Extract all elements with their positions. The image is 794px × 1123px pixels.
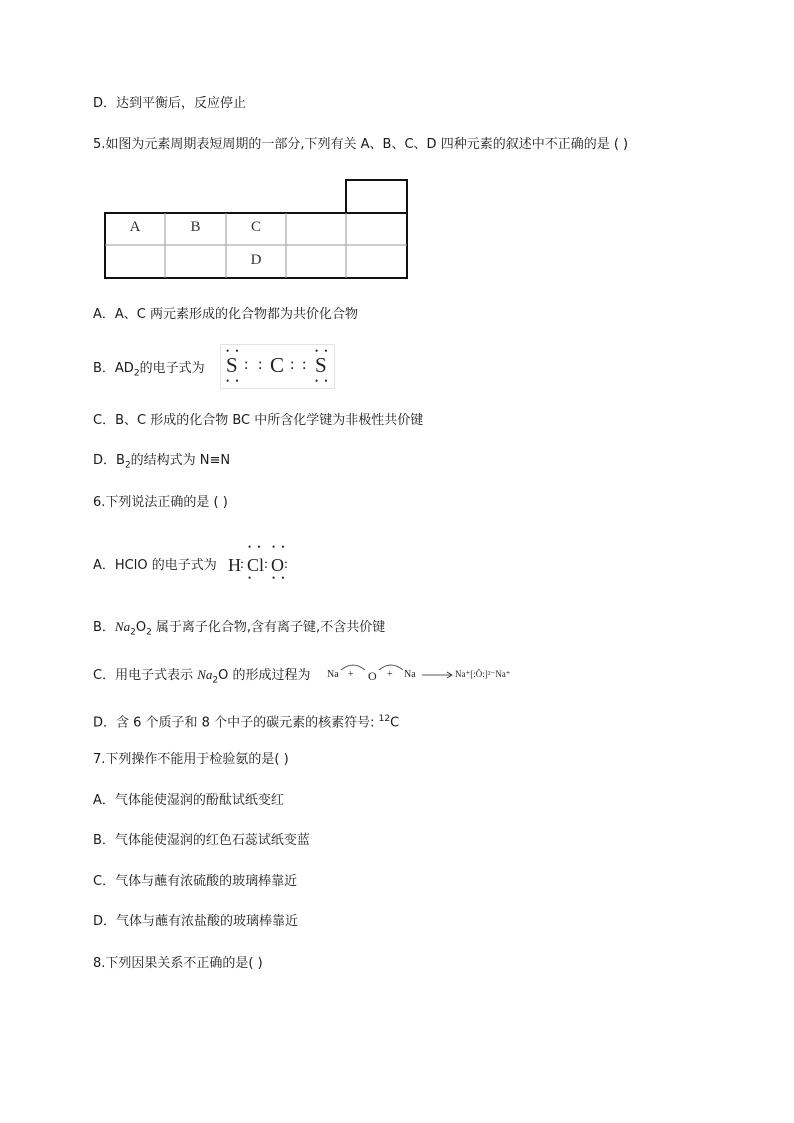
- cell-a: A: [129, 219, 141, 235]
- q5-option-d-text2: 的结构式为 N≡N: [130, 453, 231, 468]
- q6-option-a: A．HClO 的电子式为: [93, 558, 217, 573]
- hclo-o: O: [271, 555, 284, 575]
- q7-option-b: B．气体能使湿润的红色石蕊试纸变蓝: [93, 833, 310, 848]
- q5-stem: 5.如图为元素周期表短周期的一部分,下列有关 A、B、C、D 四种元素的叙述中不正确的是 ( ): [93, 137, 629, 152]
- q7-option-d: D．气体与蘸有浓盐酸的玻璃棒靠近: [93, 914, 299, 929]
- q5-option-b-text2: 的电子式为: [139, 361, 205, 376]
- hclo-colon-2: :: [264, 557, 268, 572]
- cs2-electron-formula: • • • • S : : C : : • • • • S: [220, 344, 334, 388]
- formula-s-left: S: [226, 353, 238, 377]
- q6-option-c-letter: C．用电子式表示: [93, 668, 198, 683]
- formula-colon-2: :: [258, 356, 263, 373]
- q5-option-a: A．A、C 两元素形成的化合物都为共价化合物: [93, 307, 358, 322]
- q6-option-d: [93, 710, 399, 732]
- hclo-electron-formula: • • • • H : Cl : O : • • •: [228, 542, 288, 583]
- q6-option-b-o: O: [135, 620, 147, 635]
- formula-s-right: S: [315, 353, 327, 377]
- q6-option-b-sub1: 2: [130, 627, 136, 638]
- q4-option-d: D．达到平衡后，反应停止: [93, 96, 247, 111]
- hclo-cl: Cl: [247, 555, 265, 575]
- formation-product: Na⁺[:Ö:]²⁻Na⁺: [455, 669, 511, 679]
- hclo-colon-1: :: [240, 557, 244, 572]
- q7-option-c: C．气体与蘸有浓硫酸的玻璃棒靠近: [93, 874, 298, 889]
- formation-o: O: [368, 669, 377, 683]
- q6-option-b-rest: 属于离子化合物,含有离子键,不含共价键: [151, 620, 386, 635]
- q6-option-c-rest: O 的形成过程为: [218, 668, 311, 683]
- q6-option-c-na: Na: [197, 667, 213, 682]
- q5-option-b-text: B．AD: [93, 361, 134, 376]
- q7-stem: 7.下列操作不能用于检验氨的是( ): [93, 752, 289, 767]
- q6-option-c: [93, 666, 311, 690]
- q6-option-d-sup: 12: [378, 714, 391, 724]
- q5-option-b: [93, 360, 205, 383]
- formation-na-left: Na: [327, 669, 339, 680]
- q5-option-d: [93, 452, 230, 475]
- na2o-formation-formula: [327, 660, 517, 688]
- q6-stem: 6.下列说法正确的是 ( ): [93, 495, 228, 510]
- formula-colon-3: :: [290, 356, 295, 373]
- q8-stem: 8.下列因果关系不正确的是( ): [93, 956, 263, 971]
- q5-option-c: C．B、C 形成的化合物 BC 中所含化学键为非极性共价键: [93, 413, 424, 428]
- formation-na-right: Na: [404, 669, 416, 680]
- cell-d: D: [250, 252, 262, 268]
- periodic-table-fragment: [103, 178, 411, 282]
- formula-c: C: [270, 353, 285, 377]
- q6-option-b: [93, 618, 385, 642]
- q6-option-b-letter: B．: [93, 620, 115, 635]
- hclo-colon-3: :: [284, 557, 288, 572]
- cell-b: B: [190, 219, 201, 235]
- q6-option-b-na: Na: [114, 619, 131, 634]
- formula-colon-4: :: [302, 356, 307, 373]
- formation-plus-2: +: [387, 669, 393, 680]
- formation-plus-1: +: [348, 669, 354, 680]
- cell-c: C: [250, 219, 261, 235]
- q5-option-d-text: D．B: [93, 453, 125, 468]
- q5-option-d-sub: 2: [124, 460, 131, 471]
- q5-option-b-sub: 2: [133, 368, 140, 379]
- q6-option-b-sub2: 2: [146, 627, 152, 638]
- q6-option-d-text: D．含 6 个质子和 8 个中子的碳元素的核素符号:: [93, 715, 379, 731]
- q6-option-c-sub: 2: [212, 675, 219, 686]
- hclo-h: H: [228, 555, 241, 575]
- q6-option-d-c: C: [390, 715, 400, 731]
- q7-option-a: A．气体能使湿润的酚酞试纸变红: [93, 793, 284, 808]
- formula-colon-1: :: [244, 356, 249, 373]
